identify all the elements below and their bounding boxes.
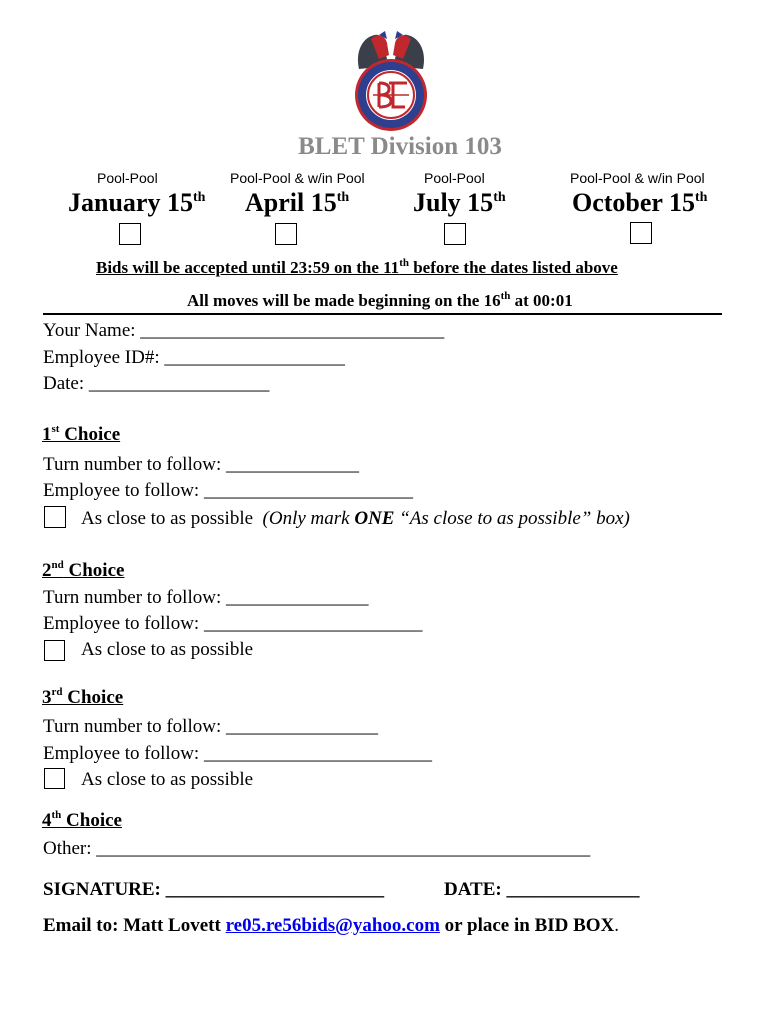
date-field[interactable]: Date: ___________________ [43,373,270,394]
choice-2-turn-field[interactable]: Turn number to follow: _______________ [43,587,369,608]
period-label-3: Pool-Pool [424,170,485,186]
divider-rule [43,313,722,315]
period-date-3: July 15th [413,188,506,217]
choice-1-turn-field[interactable]: Turn number to follow: ______________ [43,454,359,475]
choice-3-option: As close to as possible [81,769,254,790]
period-checkbox-october[interactable] [630,222,652,244]
period-checkbox-july[interactable] [444,223,466,245]
choice-3-turn-field[interactable]: Turn number to follow: ________________ [43,716,378,737]
choice-2-checkbox[interactable] [44,640,65,661]
period-label-2: Pool-Pool & w/in Pool [230,170,365,186]
choice-4-other-field[interactable]: Other: ____________________________________________________ [43,838,591,859]
choice-3-employee-field[interactable]: Employee to follow: ________________________ [43,743,432,764]
period-label-4: Pool-Pool & w/in Pool [570,170,705,186]
choice-2-option: As close to as possible [81,639,254,660]
choice-2-heading: 2nd Choice [42,559,125,581]
employee-id-field[interactable]: Employee ID#: ___________________ [43,347,345,368]
period-checkbox-april[interactable] [275,223,297,245]
footer-date-field[interactable]: DATE: ______________ [444,879,640,900]
period-checkbox-january[interactable] [119,223,141,245]
choice-1-heading: 1st Choice [42,423,121,445]
signature-field[interactable]: SIGNATURE: _______________________ [43,879,385,900]
choice-3-checkbox[interactable] [44,768,65,789]
period-label-1: Pool-Pool [97,170,158,186]
email-link[interactable]: re05.re56bids@yahoo.com [225,915,440,936]
choice-1-checkbox[interactable] [44,506,66,528]
choice-3-heading: 3rd Choice [42,686,124,708]
choice-2-employee-field[interactable]: Employee to follow: _______________________ [43,613,423,634]
moves-note: All moves will be made beginning on the 16th at 00:01 [187,290,573,310]
period-date-2: April 15th [245,188,350,217]
choice-1-option: As close to as possible (Only mark ONE “As close to as possible” box) [81,508,630,529]
choice-4-heading: 4th Choice [42,809,122,831]
choice-1-employee-field[interactable]: Employee to follow: ______________________ [43,480,413,501]
period-date-4: October 15th [572,188,708,217]
your-name-field[interactable]: Your Name: ________________________________ [43,320,445,341]
bid-deadline-note: Bids will be accepted until 23:59 on the 11th before the dates listed above [96,257,618,277]
period-date-1: January 15th [68,188,206,217]
email-line: Email to: Matt Lovett re05.re56bids@yahoo.com or place in BID BOX. [43,915,620,936]
page-title: BLET Division 103 [298,133,502,160]
blet-seal-logo [349,29,433,133]
